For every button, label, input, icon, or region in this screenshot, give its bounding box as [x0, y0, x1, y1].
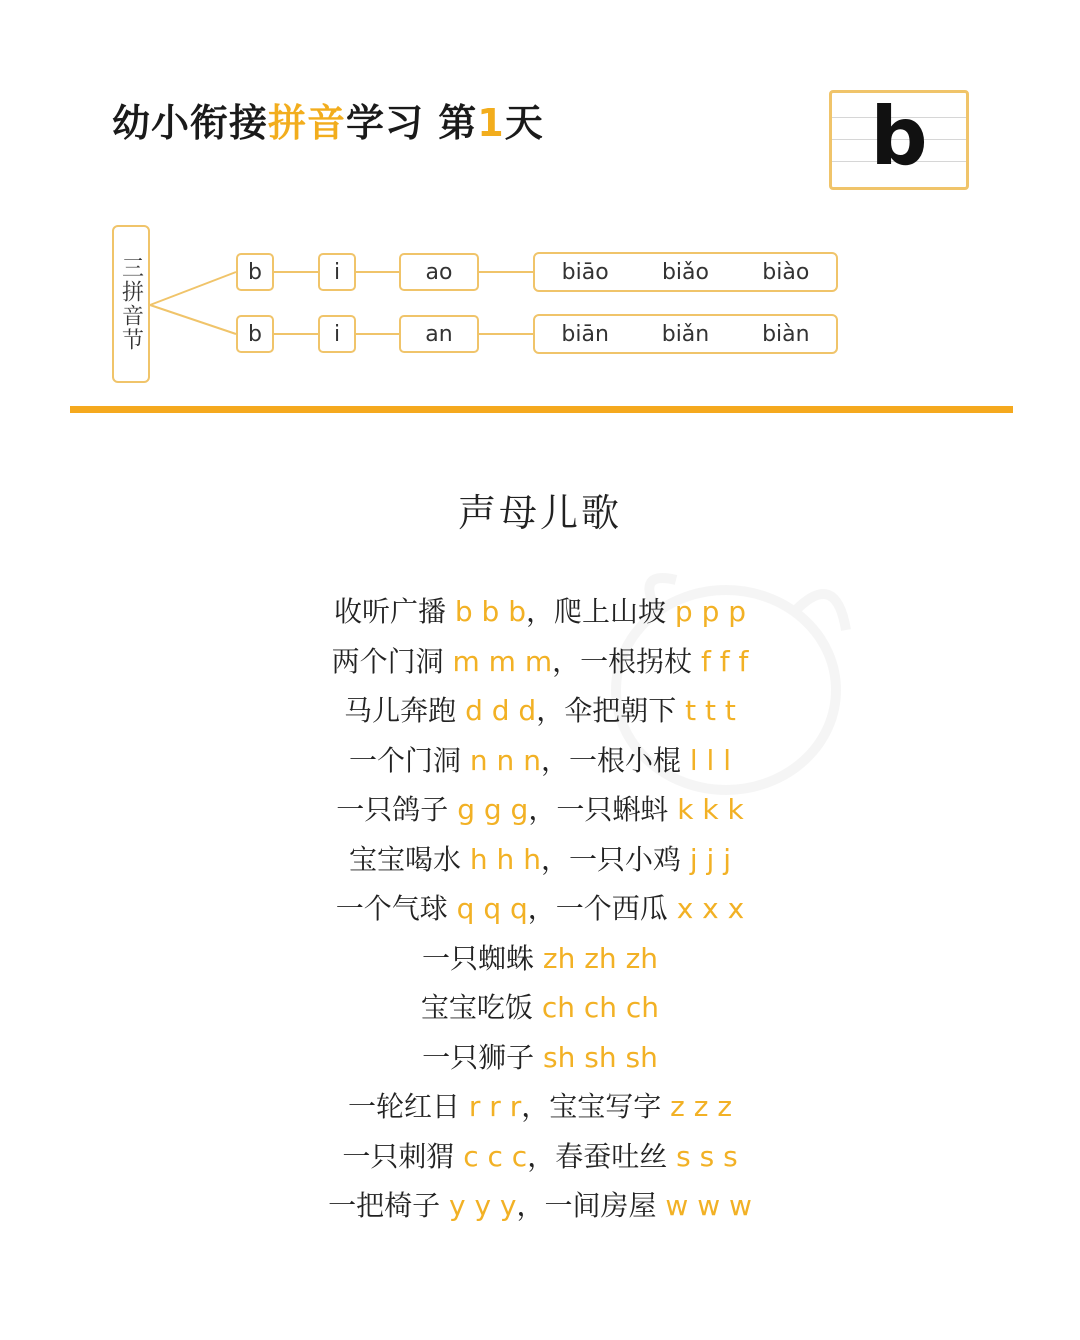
- rhyme-pinyin: d d d: [465, 694, 537, 727]
- rhyme-pinyin: r r r: [468, 1090, 522, 1123]
- rhyme-list: [0, 590, 1080, 1234]
- title-part1: 幼小衔接: [112, 101, 269, 145]
- tone-syllable: biān: [561, 321, 609, 347]
- rhyme-text: ，爬上山坡: [526, 595, 675, 628]
- rhyme-pinyin: ch ch ch: [541, 991, 660, 1024]
- rhyme-pinyin: p p p: [674, 595, 747, 628]
- rhyme-pinyin: j j j: [689, 842, 731, 876]
- rhyme-line: [0, 590, 1080, 640]
- rhyme-pinyin: sh sh sh: [543, 1040, 658, 1074]
- rhyme-text: ，宝宝写字: [521, 1090, 671, 1123]
- section-title: 声母儿歌: [457, 491, 622, 535]
- tone-syllable: biǎn: [661, 321, 710, 347]
- final-box: an: [399, 315, 479, 353]
- final-box: ao: [399, 253, 479, 291]
- rhyme-line: [0, 887, 1080, 937]
- rhyme-text: 一只狮子: [422, 1040, 544, 1074]
- rhyme-text: 一只刺猬: [342, 1139, 464, 1173]
- section-divider: [70, 406, 1013, 413]
- rhyme-line: [0, 986, 1080, 1036]
- rhyme-pinyin: h h h: [469, 842, 541, 876]
- rhyme-text: ，一只小鸡: [540, 842, 690, 876]
- rhyme-pinyin: z z z: [670, 1090, 733, 1123]
- rhyme-text: 收听广播: [333, 595, 455, 628]
- rhyme-pinyin: s s s: [676, 1139, 738, 1173]
- title-part2: 学习 第: [346, 101, 478, 145]
- rhyme-pinyin: w w w: [665, 1189, 752, 1222]
- rhyme-pinyin: q q q: [456, 892, 528, 925]
- rhyme-text: 马儿奔跑: [344, 694, 466, 727]
- rhyme-line: [0, 1135, 1080, 1185]
- rhyme-pinyin: c c c: [463, 1139, 528, 1173]
- rhyme-text: ，一只蝌蚪: [528, 793, 678, 826]
- rhyme-pinyin: f f f: [701, 644, 749, 678]
- rhyme-text: 一个气球: [335, 892, 457, 925]
- rhyme-line: [0, 739, 1080, 789]
- rhyme-line: [0, 640, 1080, 690]
- syllable-diagram: [0, 0, 1080, 400]
- rhyme-pinyin: n n n: [469, 743, 541, 777]
- title-day-number: 1: [477, 101, 505, 145]
- rhyme-pinyin: l l l: [689, 743, 731, 777]
- rhyme-text: ，一根拐杖: [552, 644, 702, 678]
- rhyme-text: ，一个西瓜: [527, 892, 677, 925]
- rhyme-pinyin: t t t: [685, 694, 736, 727]
- rhyme-line: [0, 1184, 1080, 1234]
- rhyme-text: 宝宝吃饭: [420, 991, 542, 1024]
- rhyme-line: [0, 937, 1080, 987]
- letter-glyph: b: [870, 90, 928, 183]
- rhyme-line: [0, 689, 1080, 739]
- rhyme-text: 一只鸽子: [336, 793, 458, 826]
- medial-box: i: [318, 315, 356, 353]
- rhyme-pinyin: m m m: [452, 644, 553, 678]
- rhyme-pinyin: k k k: [677, 793, 744, 826]
- rhyme-text: 一把椅子: [328, 1189, 449, 1222]
- syllable-type-label: [112, 225, 150, 383]
- initial-box: b: [236, 315, 274, 353]
- rhyme-text: ，伞把朝下: [536, 694, 686, 727]
- rhyme-text: 一只蜘蛛: [421, 941, 543, 975]
- rhyme-text: ，一根小棍: [540, 743, 690, 777]
- syllable-type-text: 三拼音节: [118, 256, 144, 352]
- connector-line: [150, 272, 236, 305]
- rhyme-text: ，春蚕吐丝: [527, 1139, 677, 1173]
- tone-syllable: biào: [762, 259, 810, 285]
- tone-syllable: biàn: [762, 321, 810, 347]
- initial-box: b: [236, 253, 274, 291]
- rhyme-pinyin: zh zh zh: [542, 941, 659, 975]
- rhyme-pinyin: x x x: [676, 892, 745, 925]
- medial-box: i: [318, 253, 356, 291]
- rhyme-text: ，一间房屋: [516, 1189, 666, 1222]
- rhyme-text: 一个门洞: [349, 743, 470, 777]
- tone-group: [533, 314, 838, 354]
- tone-group: [533, 252, 838, 292]
- rhyme-line: [0, 838, 1080, 888]
- tone-syllable: biāo: [561, 259, 609, 285]
- rhyme-pinyin: y y y: [448, 1189, 517, 1222]
- rhyme-text: 宝宝喝水: [349, 842, 470, 876]
- rhyme-line: [0, 1085, 1080, 1135]
- rhyme-line: [0, 1036, 1080, 1086]
- connector-line: [150, 305, 236, 334]
- rhyme-pinyin: g g g: [457, 793, 529, 826]
- tone-syllable: biǎo: [661, 259, 709, 285]
- rhyme-line: [0, 788, 1080, 838]
- rhyme-text: 一轮红日: [347, 1090, 469, 1123]
- title-part3: 天: [504, 101, 544, 145]
- rhyme-pinyin: b b b: [454, 595, 526, 628]
- title-highlight: 拼音: [268, 101, 347, 145]
- rhyme-text: 两个门洞: [331, 644, 453, 678]
